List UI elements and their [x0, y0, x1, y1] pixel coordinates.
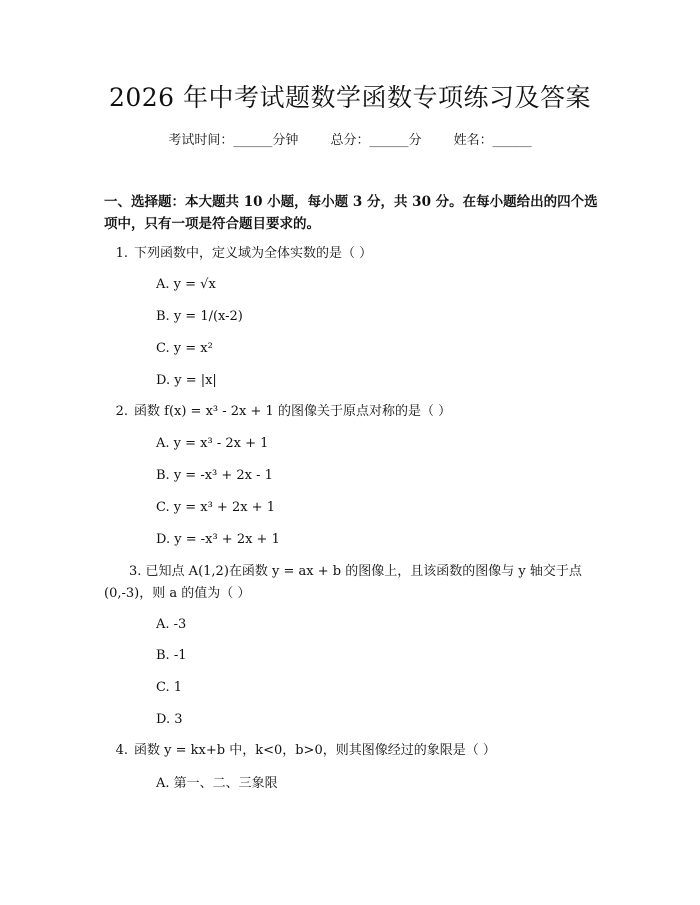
question-3-option-d: D. 3	[156, 712, 183, 727]
exam-info-line	[0, 132, 700, 150]
question-2-option-c: C. y = x³ + 2x + 1	[156, 500, 275, 515]
question-3-option-a: A. -3	[156, 617, 187, 632]
question-text: 函数 f(x) = x³ - 2x + 1 的图像关于原点对称的是（ ）	[134, 404, 452, 419]
question-1-option-b: B. y = 1/(x-2)	[156, 309, 243, 324]
question-1-option-d: D. y = |x|	[156, 373, 217, 388]
student-name-field: 姓名：______	[453, 133, 532, 148]
question-3	[104, 561, 598, 605]
question-text: 下列函数中，定义域为全体实数的是（ ）	[134, 246, 373, 261]
question-4-option-a: A. 第一、二、三象限	[156, 776, 278, 791]
question-text: 函数 y = kx+b 中，k<0，b>0，则其图像经过的象限是（ ）	[134, 743, 496, 758]
total-score-field: 总分：______分	[330, 133, 422, 148]
question-3-option-c: C. 1	[156, 680, 183, 695]
question-2-option-b: B. y = -x³ + 2x - 1	[156, 468, 273, 483]
question-1	[104, 243, 598, 265]
section-heading: 一、选择题：本大题共 10 小题，每小题 3 分，共 30 分。在每小题给出的四个选项中，只有一项是符合题目要求的。	[104, 194, 598, 232]
question-number: 2.	[115, 404, 128, 419]
question-number: 3.	[129, 564, 142, 579]
question-1-option-c: C. y = x²	[156, 341, 213, 356]
question-2-option-d: D. y = -x³ + 2x + 1	[156, 532, 280, 547]
question-3-option-b: B. -1	[156, 648, 187, 663]
question-1-option-a: A. y = √x	[156, 277, 216, 292]
question-text: 已知点 A(1,2)在函数 y = ax + b 的图像上，且该函数的图像与 y 轴交于点(0,-3)，则 a 的值为（ ）	[104, 564, 582, 601]
question-number: 1.	[115, 246, 128, 261]
document-title: 2026 年中考试题数学函数专项练习及答案	[108, 83, 592, 112]
exam-time-field: 考试时间：______分钟	[168, 133, 299, 148]
question-number: 4.	[115, 743, 128, 758]
question-2-option-a: A. y = x³ - 2x + 1	[156, 436, 269, 451]
question-2	[104, 401, 598, 423]
question-4	[104, 740, 598, 762]
